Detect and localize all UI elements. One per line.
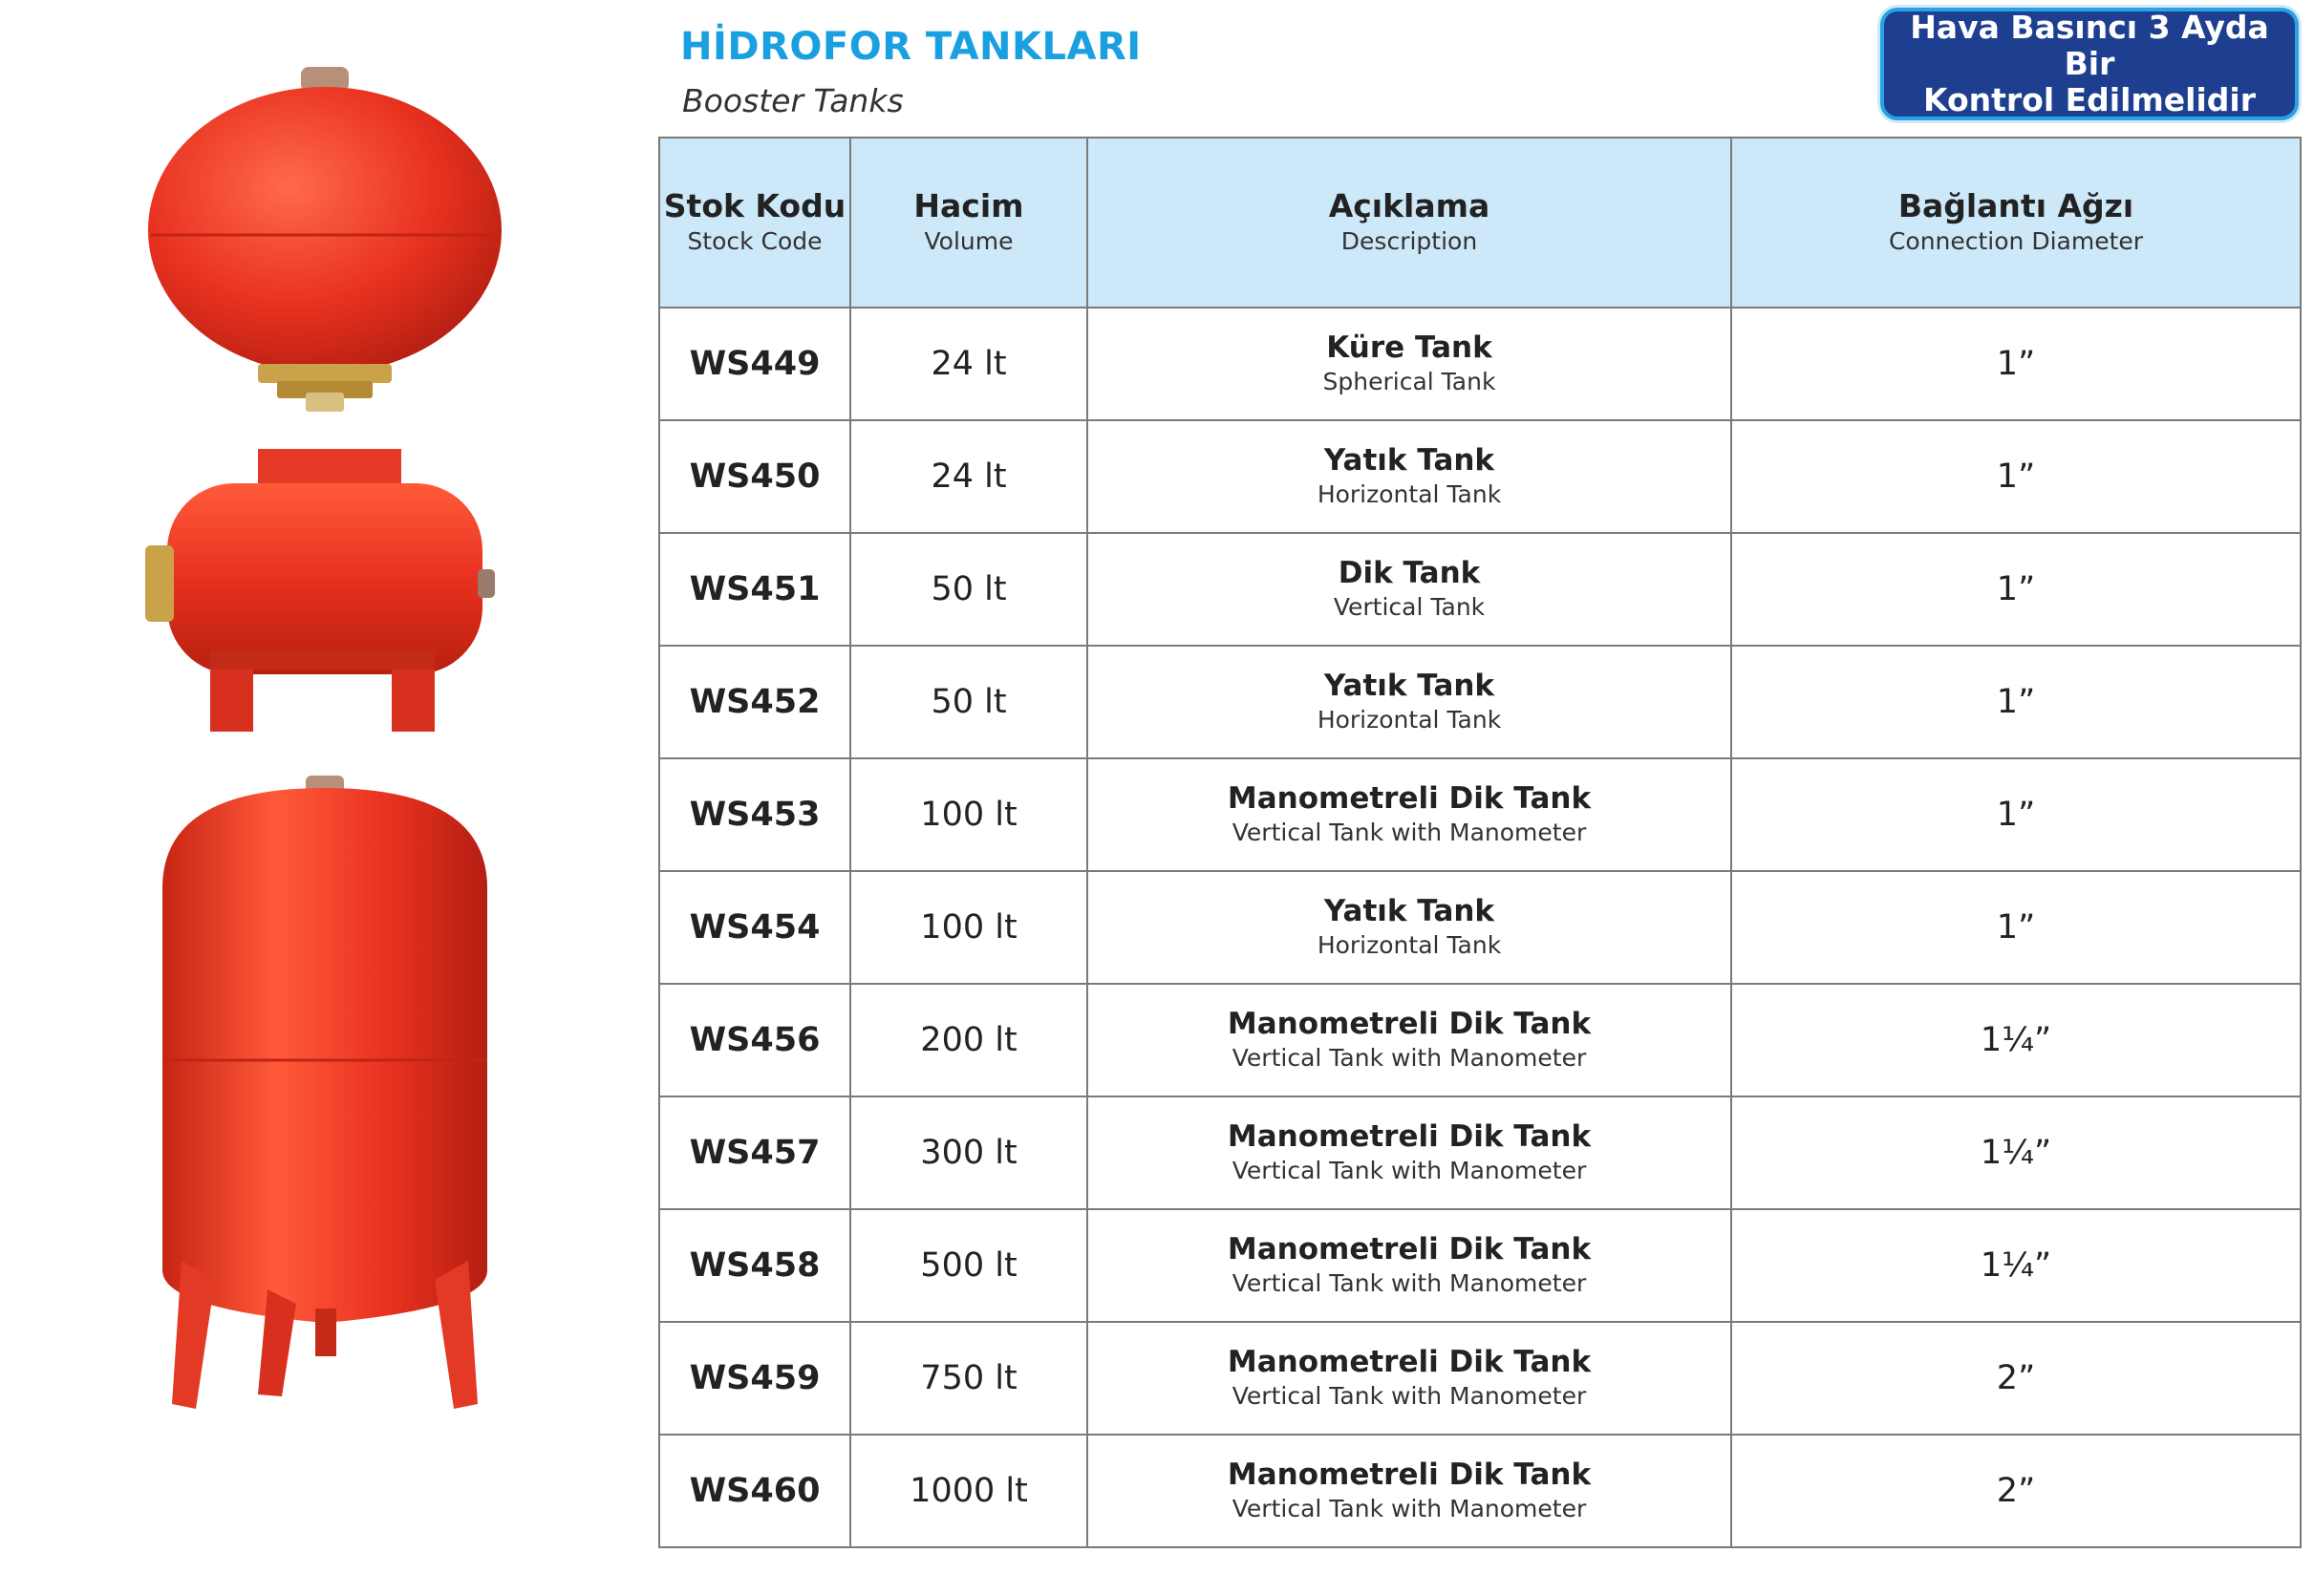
- volume-cell: 50 lt: [850, 533, 1087, 646]
- table-row: [659, 1209, 2301, 1322]
- notice-badge: [1880, 8, 2299, 120]
- description-cell: Yatık Tank Horizontal Tank: [1087, 646, 1731, 758]
- description-cell: Manometreli Dik Tank Vertical Tank with Manometer: [1087, 1096, 1731, 1209]
- connection-cell: 1”: [1731, 871, 2301, 984]
- table-row: [659, 646, 2301, 758]
- stock-code-cell: WS458: [659, 1209, 850, 1322]
- table-row: [659, 533, 2301, 646]
- connection-cell: 1”: [1731, 758, 2301, 871]
- description-cell: Dik Tank Vertical Tank: [1087, 533, 1731, 646]
- table-row: [659, 420, 2301, 533]
- product-images: [0, 0, 650, 1596]
- stock-code-cell: WS459: [659, 1322, 850, 1435]
- notice-line-1: Hava Basıncı 3 Ayda Bir: [1910, 9, 2269, 82]
- table-header-row: [659, 138, 2301, 308]
- connection-cell: 1”: [1731, 420, 2301, 533]
- connection-cell: 2”: [1731, 1435, 2301, 1547]
- volume-cell: 1000 lt: [850, 1435, 1087, 1547]
- stock-code-cell: WS451: [659, 533, 850, 646]
- volume-cell: 24 lt: [850, 420, 1087, 533]
- description-cell: Manometreli Dik Tank Vertical Tank with Manometer: [1087, 1322, 1731, 1435]
- connection-cell: 1”: [1731, 533, 2301, 646]
- horizontal-tank-image: [143, 445, 525, 741]
- page-subtitle: Booster Tanks: [682, 82, 904, 119]
- connection-cell: 1”: [1731, 646, 2301, 758]
- table-row: [659, 308, 2301, 420]
- table-row: [659, 871, 2301, 984]
- description-cell: Yatık Tank Horizontal Tank: [1087, 420, 1731, 533]
- table-row: [659, 1096, 2301, 1209]
- spherical-tank-image: [134, 63, 516, 416]
- description-cell: Manometreli Dik Tank Vertical Tank with Manometer: [1087, 1435, 1731, 1547]
- stock-code-cell: WS450: [659, 420, 850, 533]
- table-row: [659, 984, 2301, 1096]
- volume-cell: 100 lt: [850, 758, 1087, 871]
- volume-cell: 100 lt: [850, 871, 1087, 984]
- stock-code-cell: WS452: [659, 646, 850, 758]
- table-row: [659, 1322, 2301, 1435]
- vertical-tank-image: [153, 774, 506, 1423]
- header-connection: Bağlantı Ağzı Connection Diameter: [1731, 138, 2301, 308]
- stock-code-cell: WS453: [659, 758, 850, 871]
- description-cell: Küre Tank Spherical Tank: [1087, 308, 1731, 420]
- volume-cell: 500 lt: [850, 1209, 1087, 1322]
- connection-cell: 1¼”: [1731, 984, 2301, 1096]
- description-cell: Yatık Tank Horizontal Tank: [1087, 871, 1731, 984]
- stock-code-cell: WS460: [659, 1435, 850, 1547]
- page-title: HİDROFOR TANKLARI: [680, 25, 1142, 69]
- product-table: [658, 137, 2302, 1548]
- volume-cell: 300 lt: [850, 1096, 1087, 1209]
- table-row: [659, 1435, 2301, 1547]
- stock-code-cell: WS457: [659, 1096, 850, 1209]
- volume-cell: 200 lt: [850, 984, 1087, 1096]
- connection-cell: 1¼”: [1731, 1096, 2301, 1209]
- table-row: [659, 758, 2301, 871]
- connection-cell: 1¼”: [1731, 1209, 2301, 1322]
- stock-code-cell: WS454: [659, 871, 850, 984]
- volume-cell: 50 lt: [850, 646, 1087, 758]
- connection-cell: 2”: [1731, 1322, 2301, 1435]
- description-cell: Manometreli Dik Tank Vertical Tank with Manometer: [1087, 1209, 1731, 1322]
- connection-cell: 1”: [1731, 308, 2301, 420]
- notice-line-2: Kontrol Edilmelidir: [1922, 81, 2257, 118]
- volume-cell: 24 lt: [850, 308, 1087, 420]
- description-cell: Manometreli Dik Tank Vertical Tank with Manometer: [1087, 758, 1731, 871]
- stock-code-cell: WS456: [659, 984, 850, 1096]
- header-description: Açıklama Description: [1087, 138, 1731, 308]
- header-stock-code: Stok Kodu Stock Code: [659, 138, 850, 308]
- volume-cell: 750 lt: [850, 1322, 1087, 1435]
- description-cell: Manometreli Dik Tank Vertical Tank with Manometer: [1087, 984, 1731, 1096]
- stock-code-cell: WS449: [659, 308, 850, 420]
- header-volume: Hacim Volume: [850, 138, 1087, 308]
